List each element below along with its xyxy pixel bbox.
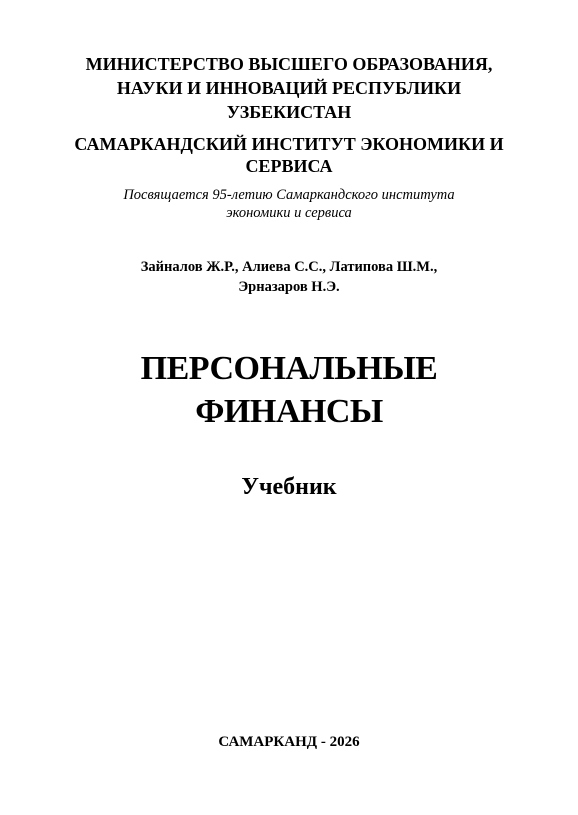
book-title	[0, 347, 578, 433]
ministry-heading	[0, 52, 578, 124]
title-line-1: ПЕРСОНАЛЬНЫЕ	[140, 350, 438, 387]
ministry-line-3: УЗБЕКИСТАН	[226, 102, 352, 122]
book-subtitle: Учебник	[241, 474, 337, 500]
dedication-text	[0, 186, 578, 222]
ministry-line-2: НАУКИ И ИННОВАЦИЙ РЕСПУБЛИКИ	[116, 78, 462, 98]
authors-line-2: Эрназаров Н.Э.	[238, 279, 340, 295]
institute-line-1: САМАРКАНДСКИЙ ИНСТИТУТ ЭКОНОМИКИ И	[74, 134, 504, 154]
institute-heading	[0, 133, 578, 177]
dedication-line-2: экономики и сервиса	[226, 205, 352, 221]
authors-list	[0, 257, 578, 297]
ministry-line-1: МИНИСТЕРСТВО ВЫСШЕГО ОБРАЗОВАНИЯ,	[85, 54, 493, 74]
authors-line-1: Зайналов Ж.Р., Алиева С.С., Латипова Ш.М.,	[140, 259, 438, 275]
city-year-footer: САМАРКАНД - 2026	[218, 734, 360, 750]
institute-line-2: СЕРВИСА	[245, 156, 333, 176]
dedication-line-1: Посвящается 95-летию Самаркандского института	[123, 187, 455, 203]
title-line-2: ФИНАНСЫ	[195, 393, 383, 430]
